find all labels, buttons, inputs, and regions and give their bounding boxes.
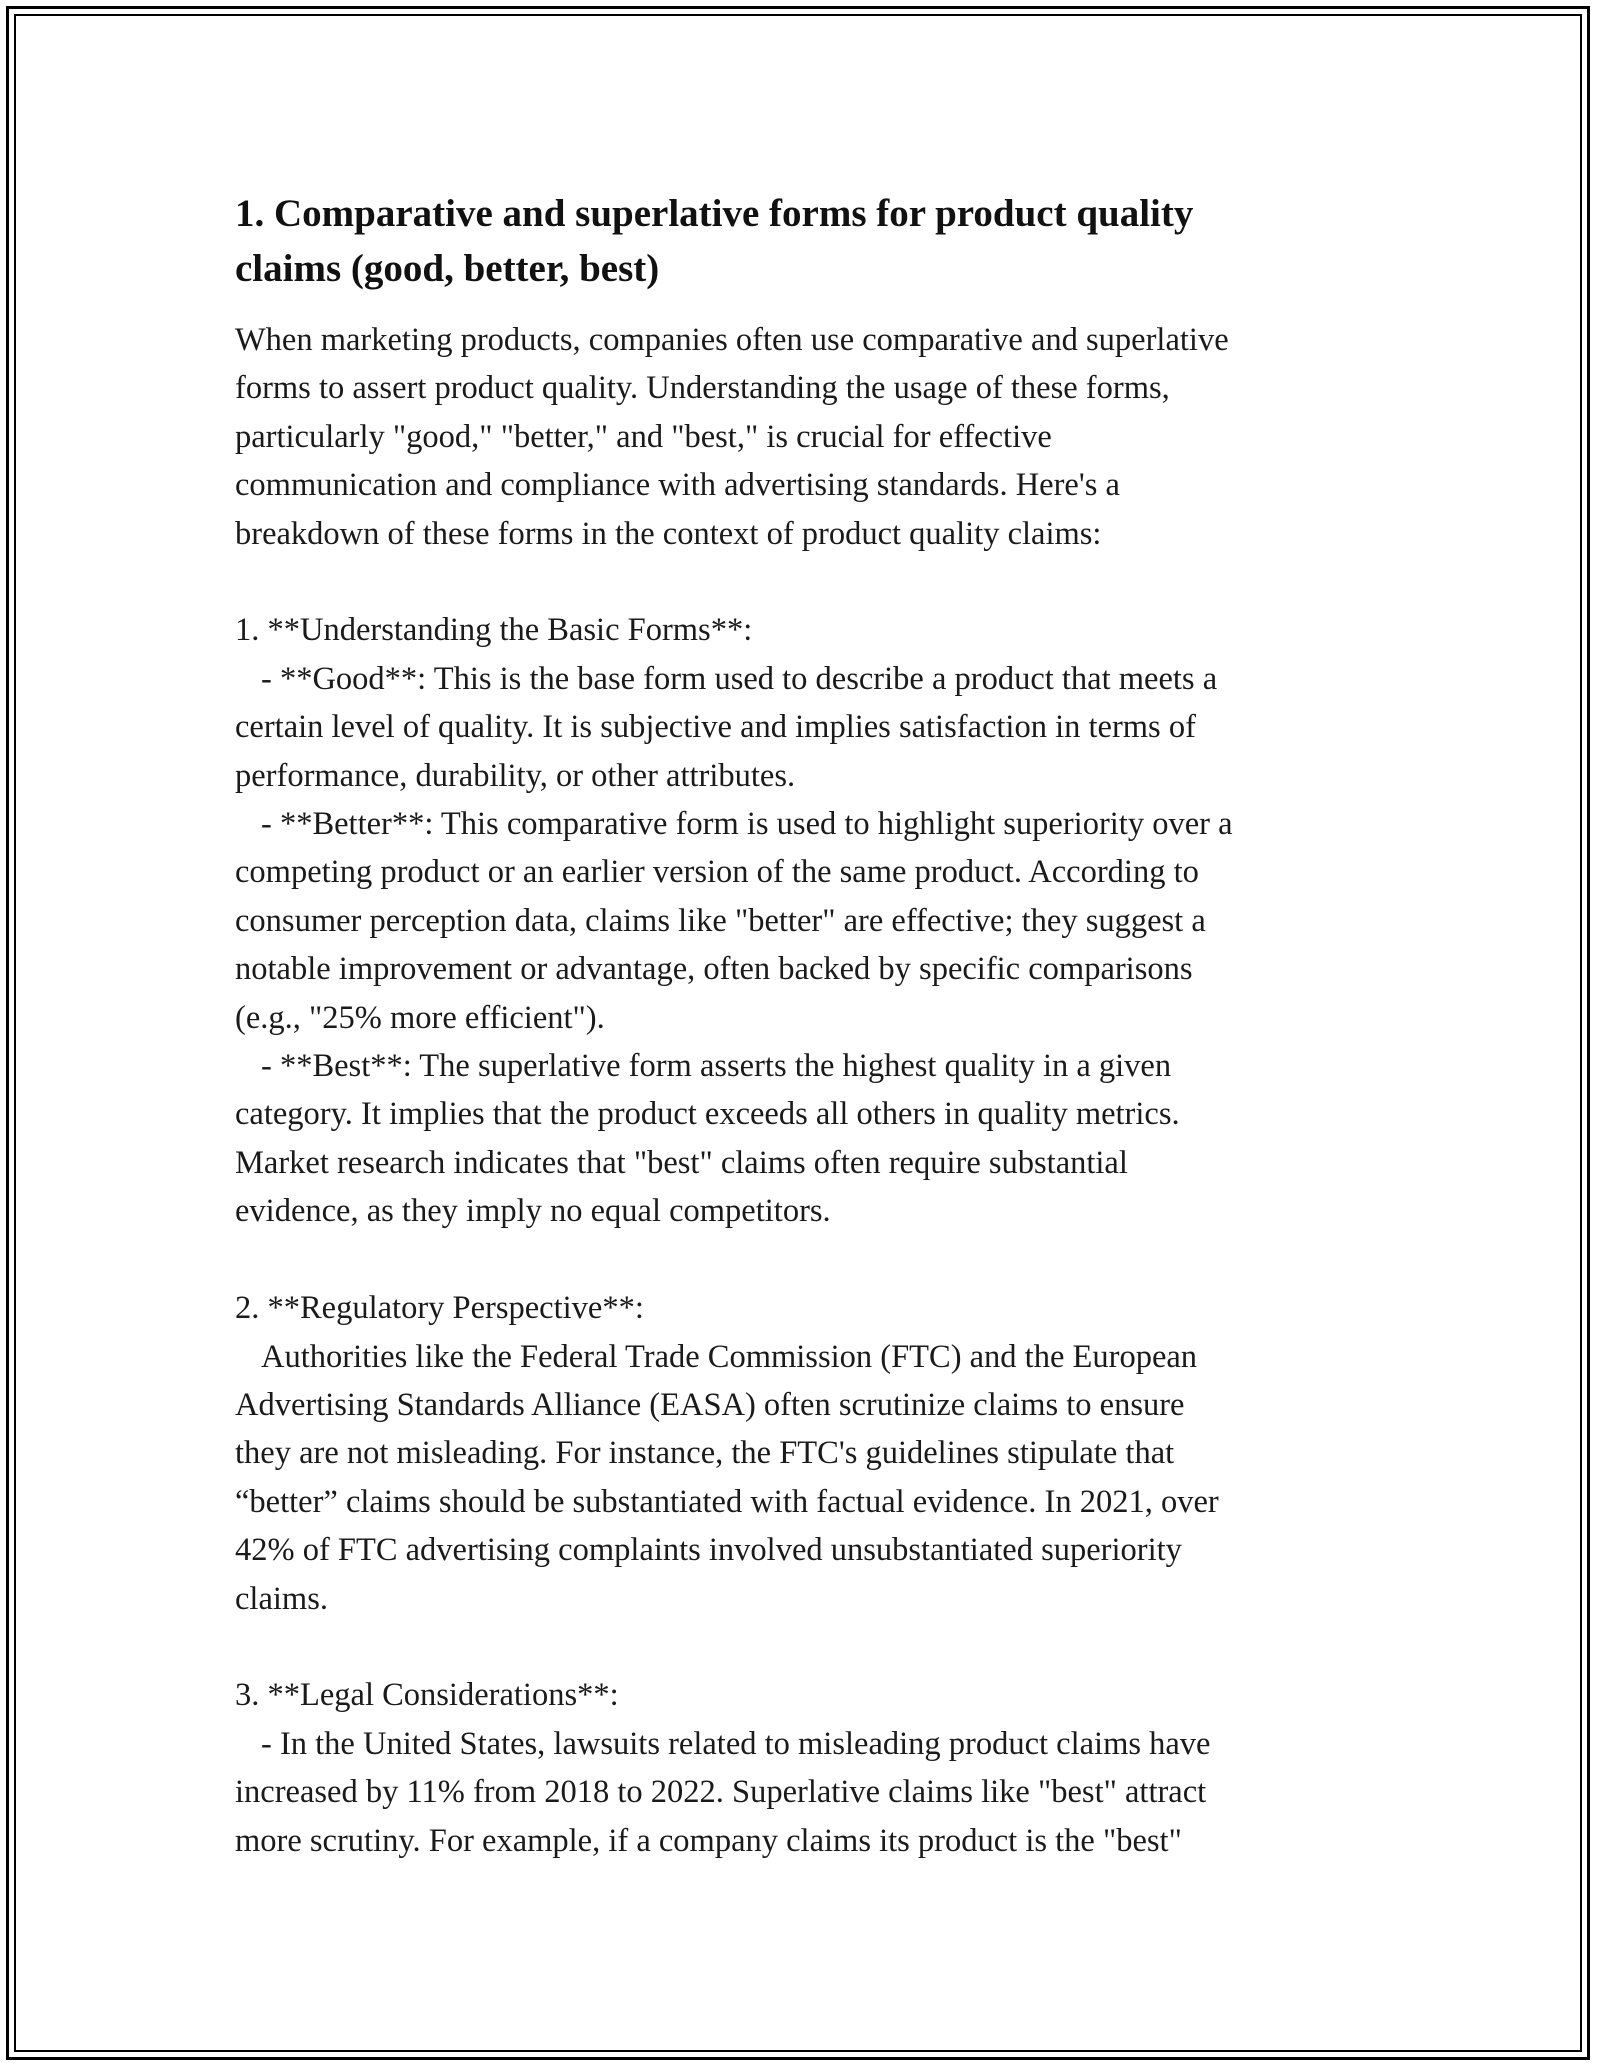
list-title: 1. **Understanding the Basic Forms**: <box>235 612 753 649</box>
text-line: Market research indicates that "best" claims often require substantial <box>235 1144 1128 1181</box>
text-line: more scrutiny. For example, if a company claims its product is the "best" <box>235 1822 1182 1859</box>
text-line: Advertising Standards Alliance (EASA) often scrutinize claims to ensure <box>235 1386 1185 1423</box>
section-2-regulatory <box>235 1284 1375 1623</box>
text-line: “better” claims should be substantiated with factual evidence. In 2021, over <box>235 1483 1219 1520</box>
text-line: 42% of FTC advertising complaints involved unsubstantiated superiority <box>235 1532 1182 1569</box>
paragraph-gap <box>235 1623 1375 1671</box>
text-line: category. It implies that the product exceeds all others in quality metrics. <box>235 1096 1180 1133</box>
text-line: - **Good**: This is the base form used to describe a product that meets a <box>261 660 1218 697</box>
intro-paragraph <box>235 316 1375 558</box>
document-content <box>235 186 1375 1865</box>
text-line: Authorities like the Federal Trade Commission (FTC) and the European <box>261 1338 1198 1375</box>
text-line: (e.g., "25% more efficient"). <box>235 999 605 1036</box>
text-line: performance, durability, or other attributes. <box>235 757 796 794</box>
text-line: - **Better**: This comparative form is used to highlight superiority over a <box>261 806 1233 843</box>
section-heading <box>235 186 1375 296</box>
section-3-legal <box>235 1671 1375 1865</box>
paragraph-gap <box>235 558 1375 606</box>
text-line: - **Best**: The superlative form asserts the highest quality in a given <box>261 1048 1172 1085</box>
text-line: increased by 11% from 2018 to 2022. Superlative claims like "best" attract <box>235 1774 1207 1811</box>
text-line: forms to assert product quality. Understanding the usage of these forms, <box>235 370 1170 407</box>
list-title: 2. **Regulatory Perspective**: <box>235 1290 644 1327</box>
text-line: evidence, as they imply no equal competitors. <box>235 1193 831 1230</box>
text-line: - In the United States, lawsuits related to misleading product claims have <box>261 1725 1211 1762</box>
text-line: notable improvement or advantage, often backed by specific comparisons <box>235 951 1193 988</box>
text-line: claims. <box>235 1580 328 1617</box>
text-line: When marketing products, companies often use comparative and superlative <box>235 322 1229 358</box>
text-line: certain level of quality. It is subjective and implies satisfaction in terms of <box>235 709 1196 746</box>
paragraph-gap <box>235 1236 1375 1284</box>
text-line: consumer perception data, claims like "better" are effective; they suggest a <box>235 902 1206 939</box>
section-1-basic-forms <box>235 606 1375 1235</box>
heading-line: claims (good, better, best) <box>235 247 660 290</box>
heading-line: 1. Comparative and superlative forms for product quality <box>235 192 1194 235</box>
text-line: breakdown of these forms in the context of product quality claims: <box>235 515 1102 552</box>
text-line: they are not misleading. For instance, the FTC's guidelines stipulate that <box>235 1435 1175 1472</box>
text-line: particularly "good," "better," and "best," is crucial for effective <box>235 418 1052 455</box>
text-line: communication and compliance with advertising standards. Here's a <box>235 467 1120 504</box>
text-line: competing product or an earlier version of the same product. According to <box>235 854 1199 891</box>
list-title: 3. **Legal Considerations**: <box>235 1677 619 1714</box>
